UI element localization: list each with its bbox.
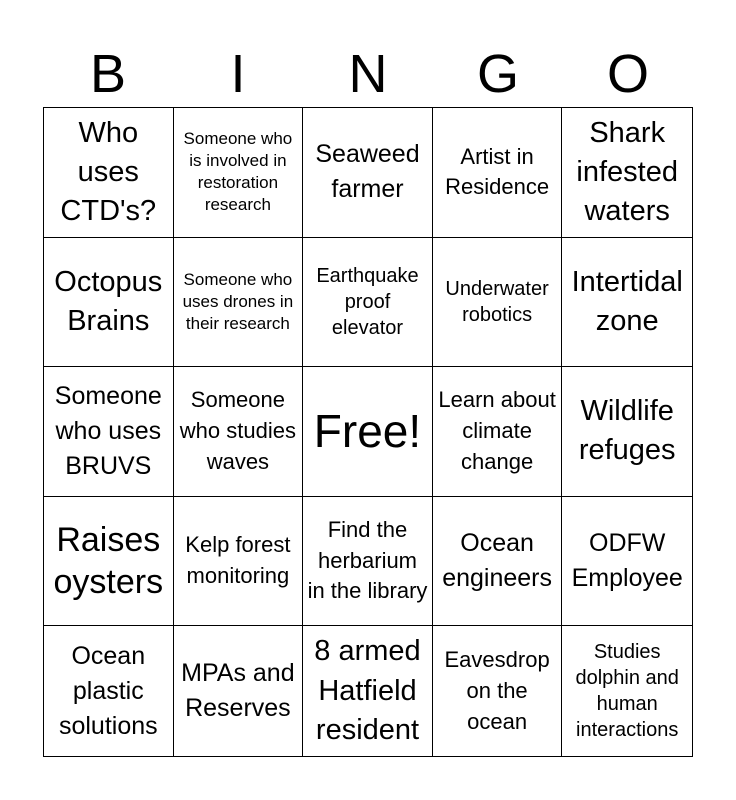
bingo-cell-r3c2[interactable]: [174, 367, 304, 497]
cell-text: Someone who uses drones in their research: [182, 269, 294, 333]
bingo-cell-r3c4[interactable]: [433, 367, 563, 497]
cell-text: Ocean engineers: [442, 529, 552, 593]
cell-text: Octopus Brains: [54, 265, 163, 337]
bingo-cell-r2c4[interactable]: [433, 238, 563, 368]
bingo-cell-r5c3[interactable]: [303, 626, 433, 756]
bingo-cell-r2c2[interactable]: [174, 238, 304, 368]
cell-text: Intertidal zone: [571, 265, 683, 337]
cell-text: Wildlife refuges: [578, 395, 676, 467]
bingo-cell-r1c3[interactable]: [303, 108, 433, 238]
bingo-cell-r4c1[interactable]: [44, 497, 174, 627]
bingo-board: [43, 107, 693, 757]
bingo-cell-r4c3[interactable]: [303, 497, 433, 627]
bingo-header: [43, 40, 693, 108]
cell-text: Eavesdrop on the ocean: [444, 647, 550, 734]
cell-text: Studies dolphin and human interactions: [575, 641, 679, 742]
cell-text: Underwater robotics: [445, 277, 549, 326]
bingo-cell-r5c5[interactable]: [562, 626, 692, 756]
bingo-cell-r1c1[interactable]: [44, 108, 174, 238]
bingo-cell-r4c5[interactable]: [562, 497, 692, 627]
cell-text: Seaweed farmer: [315, 140, 420, 204]
cell-text: 8 armed Hatfield resident: [314, 635, 421, 746]
bingo-cell-free[interactable]: [303, 367, 433, 497]
bingo-cell-r2c3[interactable]: [303, 238, 433, 368]
cell-text: Raises oysters: [53, 520, 164, 602]
bingo-cell-r2c1[interactable]: [44, 238, 174, 368]
header-letter-o: O: [606, 44, 649, 104]
bingo-cell-r1c4[interactable]: [433, 108, 563, 238]
cell-text: Find the herbarium in the library: [307, 516, 428, 604]
cell-text: Learn about climate change: [438, 387, 556, 474]
bingo-cell-r5c4[interactable]: [433, 626, 563, 756]
cell-text: ODFW Employee: [571, 529, 683, 593]
cell-text: Who uses CTD's?: [60, 116, 157, 227]
bingo-cell-r4c2[interactable]: [174, 497, 304, 627]
cell-text: Artist in Residence: [445, 143, 550, 200]
bingo-cell-r2c5[interactable]: [562, 238, 692, 368]
header-letter-n: N: [348, 44, 388, 104]
bingo-cell-r3c1[interactable]: [44, 367, 174, 497]
cell-text: Someone who studies waves: [179, 387, 296, 474]
cell-text: MPAs and Reserves: [181, 659, 295, 723]
cell-text: Free!: [313, 405, 422, 458]
header-letter-g: G: [476, 44, 519, 104]
bingo-cell-r5c1[interactable]: [44, 626, 174, 756]
cell-text: Ocean plastic solutions: [58, 641, 158, 740]
bingo-cell-r1c5[interactable]: [562, 108, 692, 238]
header-letter-i: I: [230, 44, 246, 104]
cell-text: Kelp forest monitoring: [185, 532, 291, 589]
cell-text: Someone who uses BRUVS: [54, 381, 162, 480]
bingo-cell-r3c5[interactable]: [562, 367, 692, 497]
cell-text: Someone who is involved in restoration research: [183, 129, 293, 215]
cell-text: Earthquake proof elevator: [316, 264, 419, 339]
bingo-cell-r5c2[interactable]: [174, 626, 304, 756]
bingo-cell-r1c2[interactable]: [174, 108, 304, 238]
header-letter-b: B: [89, 44, 127, 104]
cell-text: Shark infested waters: [576, 116, 678, 227]
bingo-cell-r4c4[interactable]: [433, 497, 563, 627]
